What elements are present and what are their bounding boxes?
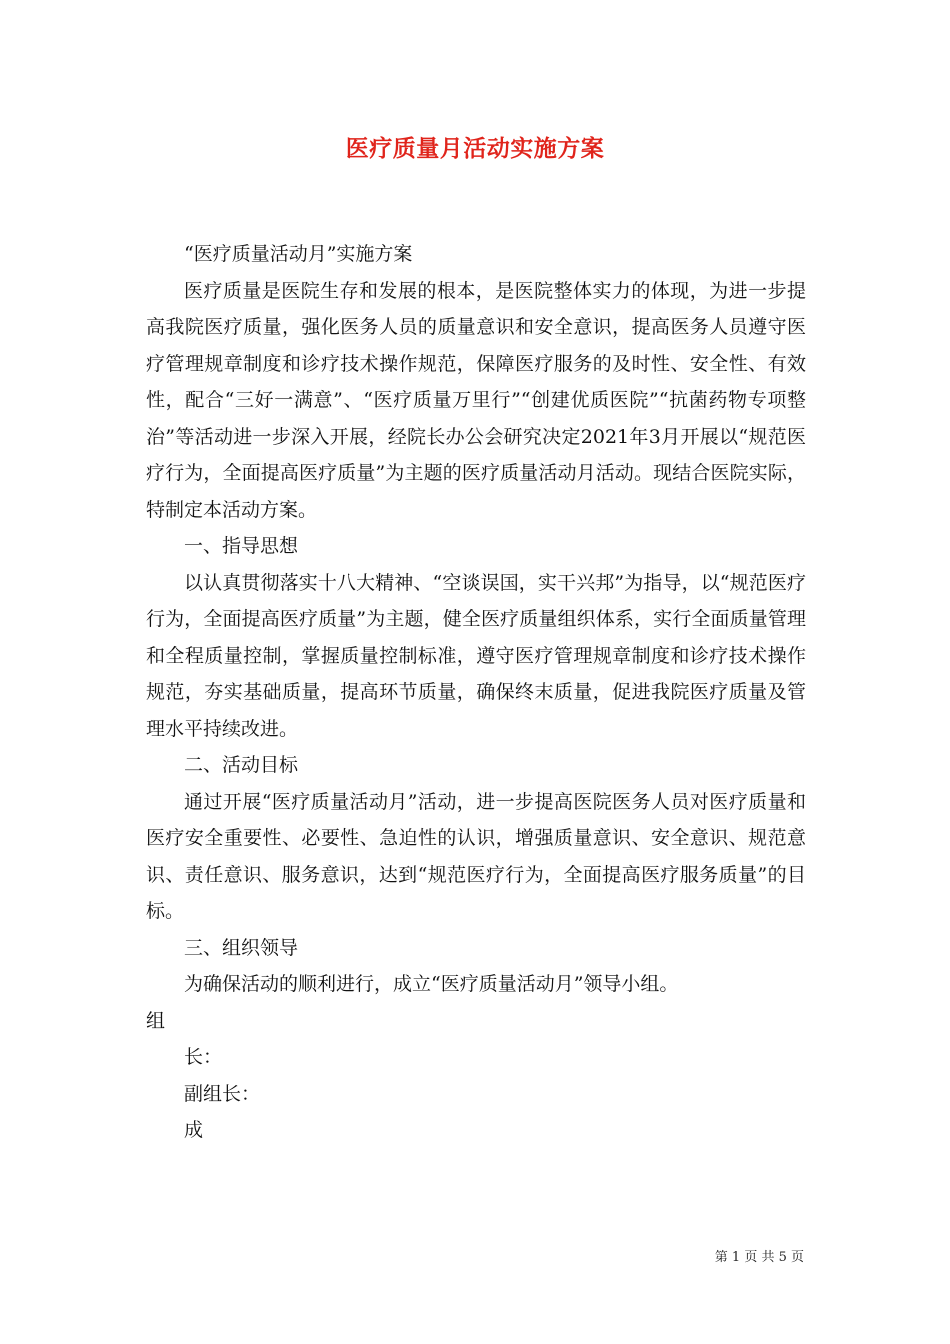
orphan-character: 组 (146, 1009, 166, 1032)
leader-label: 长： (184, 1046, 223, 1068)
intro-paragraph: 医疗质量是医院生存和发展的根本，是医院整体实力的体现，为进一步提高我院医疗质量，强化医务人员的质量意识和安全意识，提高医务人员遵守医疗管理规章制度和诊疗技术操作规范，保障医疗服务的及时性、安全性、有效性，配合“三好一满意”、“医疗质量万里行”“创建优质医院”“抗菌药物专项整治”等活动进一步深入开展，经院长办公会研究决定2021年3月开展以“规范医疗行为，全面提高医疗质量”为主题的医疗质量活动月活动。现结合医院实际，特制定本活动方案。 (146, 279, 806, 521)
page-indicator: 第 1 页 共 5 页 (714, 1250, 804, 1265)
section-body-organization: 为确保活动的顺利进行，成立“医疗质量活动月”领导小组。 (184, 973, 679, 995)
document-title: 医疗质量月活动实施方案 (345, 135, 605, 162)
deputy-leader-label: 副组长： (184, 1082, 261, 1105)
document-subtitle: “医疗质量活动月”实施方案 (184, 243, 413, 265)
section-body-guiding-ideology: 以认真贯彻落实十八大精神、“空谈误国，实干兴邦”为指导，以“规范医疗行为，全面提高医疗质量”为主题，健全医疗质量组织体系，实行全面质量管理和全程质量控制，掌握质量控制标准，遵守医疗管理规章制度和诊疗技术操作规范，夯实基础质量，提高环节质量，确保终末质量，促进我院医疗质量及管理水平持续改进。 (146, 571, 806, 740)
section-body-activity-goals: 通过开展“医疗质量活动月”活动，进一步提高医院医务人员对医疗质量和医疗安全重要性、必要性、急迫性的认识，增强质量意识、安全意识、规范意识、责任意识、服务意识，达到“规范医疗行为，全面提高医疗服务质量”的目标。 (146, 790, 806, 922)
section-heading-guiding-ideology: 一、指导思想 (184, 535, 299, 557)
document-body (146, 236, 806, 1149)
member-label: 成 (184, 1119, 204, 1141)
section-heading-activity-goals: 二、活动目标 (184, 754, 299, 776)
section-heading-organization: 三、组织领导 (184, 936, 299, 959)
